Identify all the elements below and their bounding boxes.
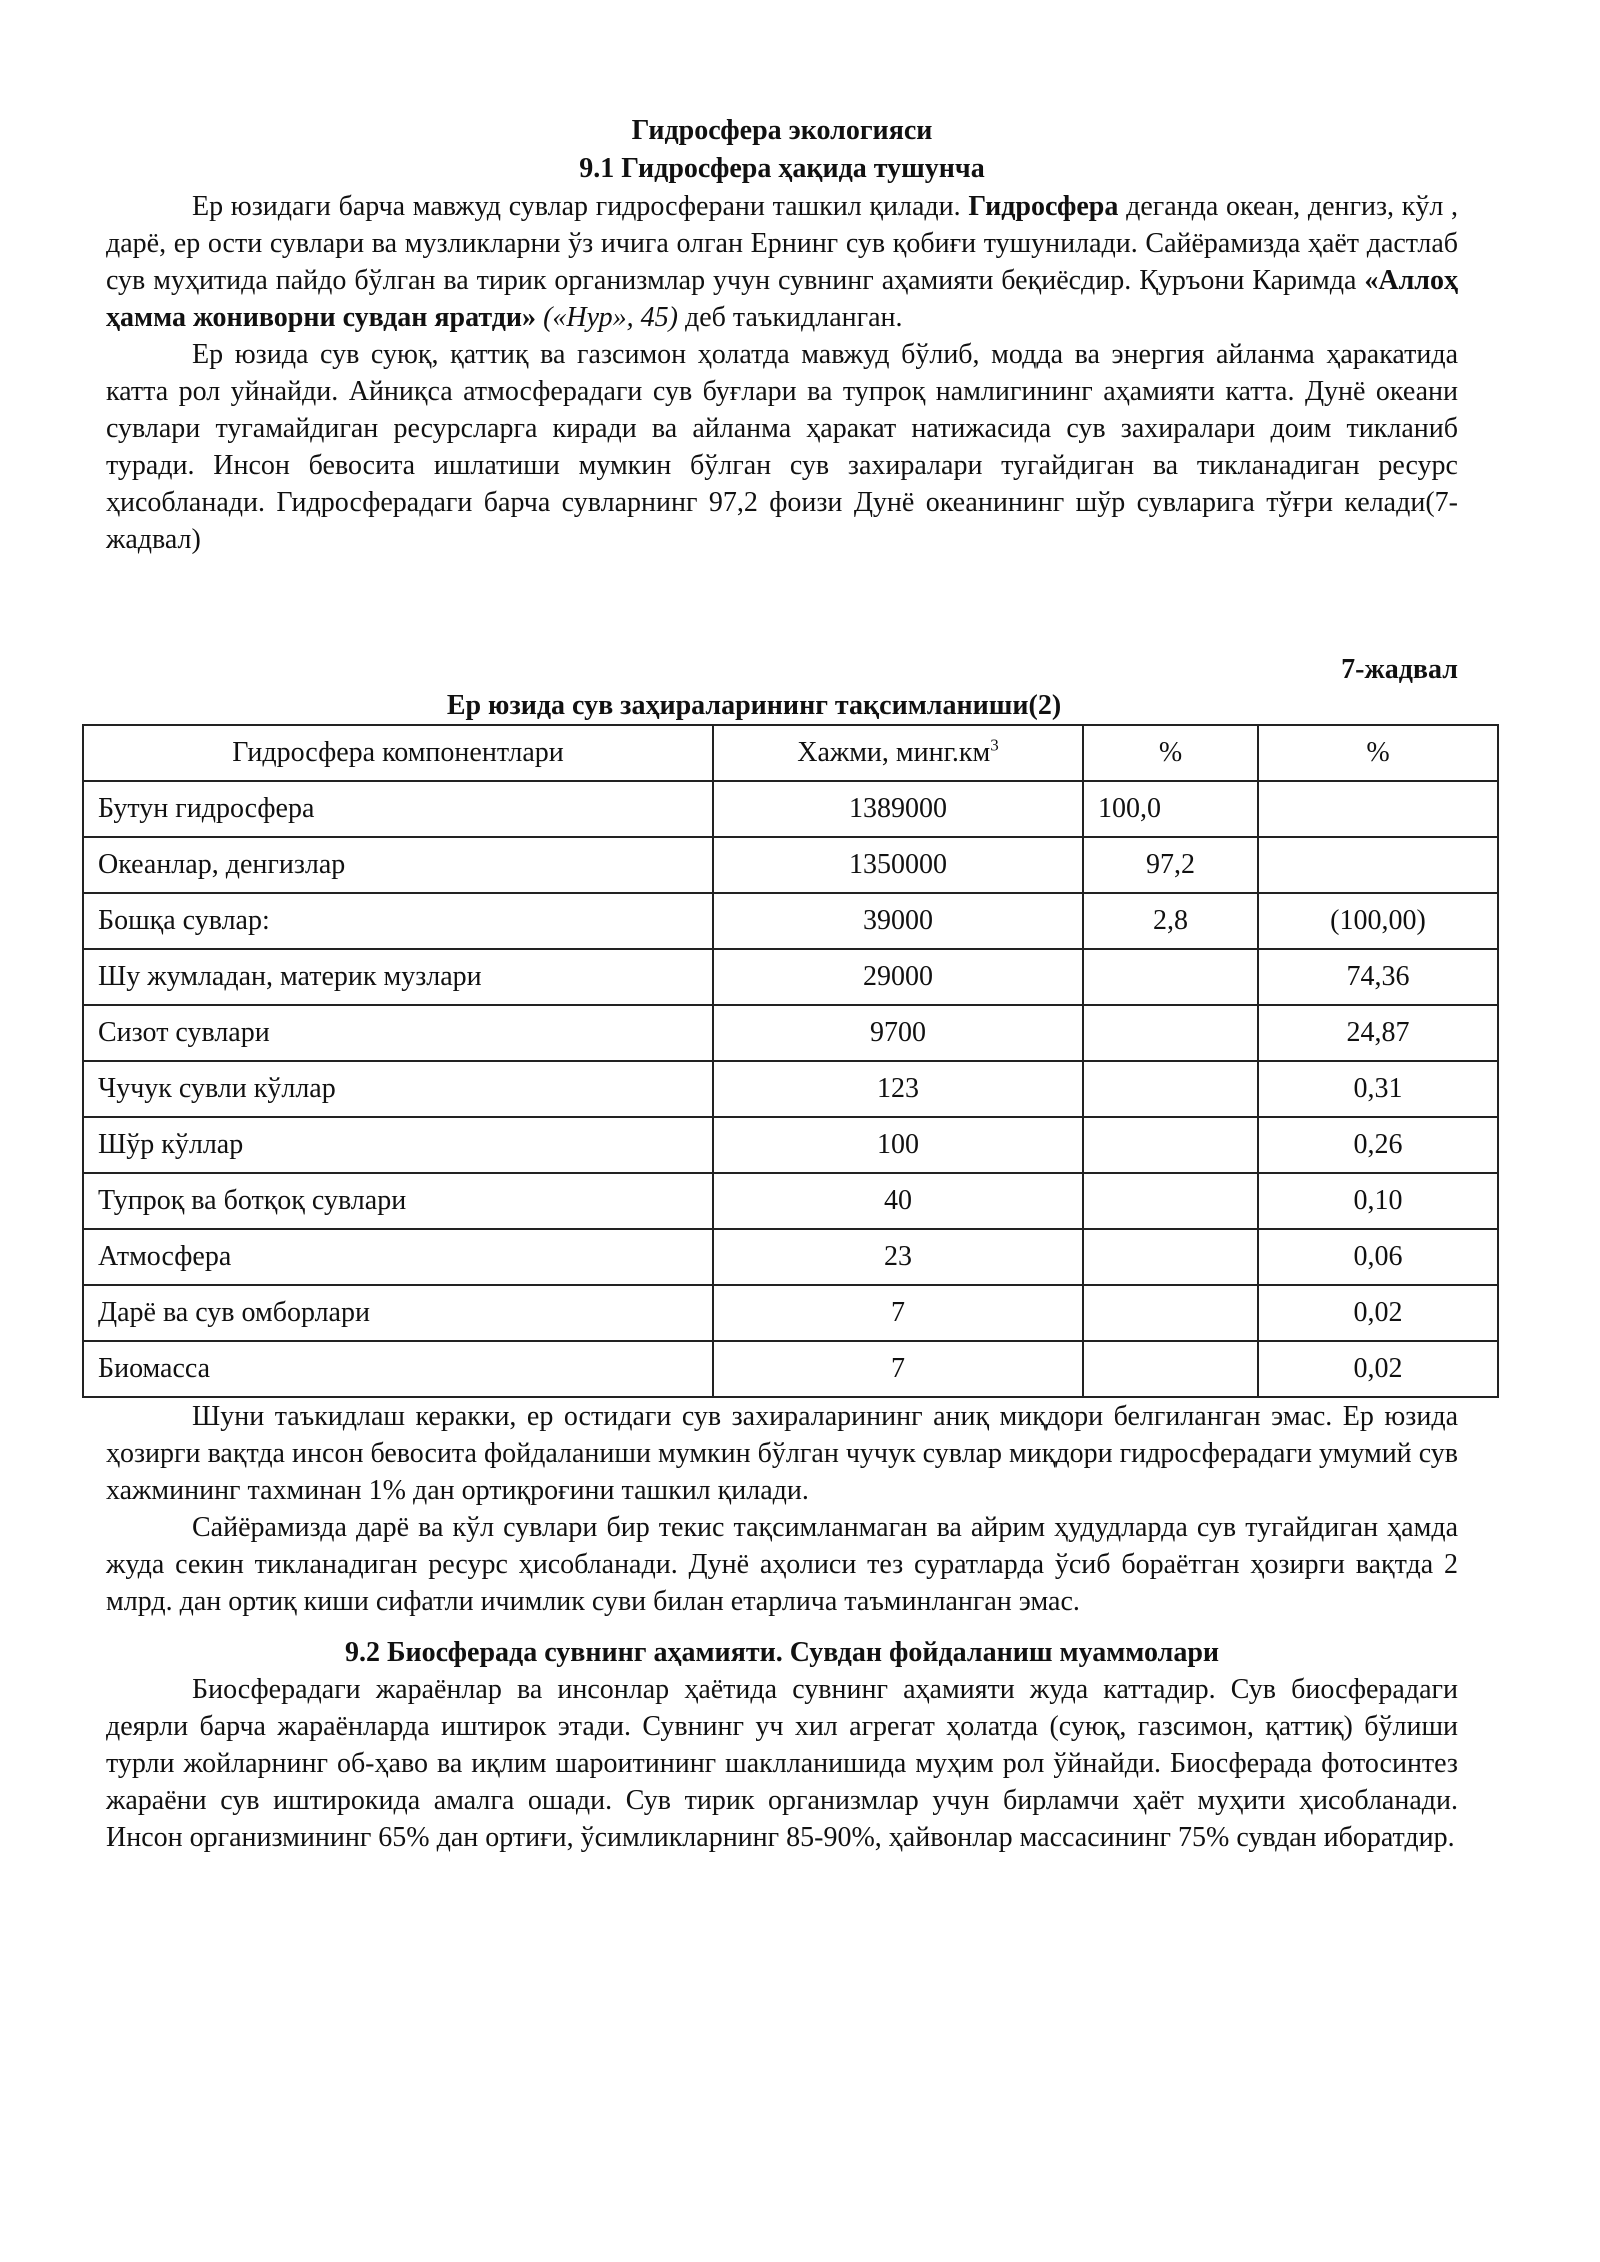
table-row [83, 1117, 1498, 1173]
cell-component: Океанлар, денгизлар [83, 837, 713, 893]
cell-component: Сизот сувлари [83, 1005, 713, 1061]
cell-percent-1: 100,0 [1083, 781, 1258, 837]
bold-term: Гидросфера [968, 191, 1119, 222]
paragraph-water-states: Ер юзида сув суюқ, қаттиқ ва газсимон ҳолатда мавжуд бўлиб, модда ва энергия айланма ҳаракатида катта рол уйнайди. Айниқса атмосферадаги сув буғлари ва тупроқ намлигининг аҳамияти катта. Дунё океани сувлари тугамайдиган ресурсларга киради ва айланма ҳаракат натижасида сув захиралари доим тикланиб туради. Инсон бевосита ишлатиши мумкин бўлган сув захиралари тугайдиган ва тикланадиган ресурс ҳисобланади. Гидросферадаги барча сувларнинг 97,2 фоизи Дунё океанининг шўр сувларига тўғри келади(7-жадвал) [106, 339, 1458, 555]
document-title: Гидросфера экологияси [631, 115, 933, 146]
cell-component: Шу жумладан, материк музлари [83, 949, 713, 1005]
cell-percent-2: 0,10 [1258, 1173, 1498, 1229]
paragraph-water-distribution: Сайёрамизда дарё ва кўл сувлари бир текис тақсимланмаган ва айрим ҳудудларда сув тугайдиган ҳамда жуда секин тикланадиган ресурс ҳисобланади. Дунё аҳолиси тез суратларда ўсиб бораётган ҳозирги вақтда 2 млрд. дан ортиқ киши сифатли ичимлик суви билан етарлича таъминланган эмас. [106, 1512, 1458, 1617]
quote-text: «Аллоҳ ҳамма жониворни сувдан яратди» [106, 265, 1458, 333]
cell-component: Атмосфера [83, 1229, 713, 1285]
cell-percent-2 [1258, 837, 1498, 893]
cell-percent-1 [1083, 1173, 1258, 1229]
cell-percent-2: (100,00) [1258, 893, 1498, 949]
header-percent-2: % [1258, 725, 1498, 781]
cell-volume: 1389000 [713, 781, 1083, 837]
cell-percent-1 [1083, 1005, 1258, 1061]
table-row [83, 1229, 1498, 1285]
table-title: Ер юзида сув заҳираларининг тақсимланиши(2) [446, 690, 1062, 721]
table-row [83, 1061, 1498, 1117]
cell-volume: 1350000 [713, 837, 1083, 893]
cell-percent-1 [1083, 1341, 1258, 1397]
cell-percent-2: 0,26 [1258, 1117, 1498, 1173]
table-row [83, 1285, 1498, 1341]
paragraph-hydrosphere-definition [106, 188, 1458, 336]
cell-volume: 100 [713, 1117, 1083, 1173]
cell-volume: 23 [713, 1229, 1083, 1285]
paragraph-water-importance: Биосферадаги жараёнлар ва инсонлар ҳаётида сувнинг аҳамияти жуда каттадир. Сув биосферадаги деярли барча жараёнларда иштирок этади. Сувнинг уч хил агрегат ҳолатда (суюқ, газсимон, қаттиқ) бўлиши турли жойларнинг об-ҳаво ва иқлим шароитининг шаклланишида муҳим рол ўйнайди. Биосферада фотосинтез жараёни сув иштирокида амалга ошади. Сув тирик организмлар учун бирламчи ҳаёт муҳити ҳисобланади. Инсон организмининг 65% дан ортиғи, ўсимликларнинг 85-90%, ҳайвонлар массасининг 75% сувдан иборатдир. [106, 1674, 1458, 1853]
cell-component: Дарё ва сув омборлари [83, 1285, 713, 1341]
cell-component: Биомасса [83, 1341, 713, 1397]
section-title-9-1: 9.1 Гидросфера ҳақида тушунча [579, 153, 985, 184]
cell-component: Бошқа сувлар: [83, 893, 713, 949]
cell-component: Бутун гидросфера [83, 781, 713, 837]
cell-percent-2: 0,31 [1258, 1061, 1498, 1117]
paragraph-text: деб таъкидланган. [678, 302, 903, 333]
table-number-label: 7-жадвал [1341, 654, 1458, 685]
cell-component: Чучук сувли кўллар [83, 1061, 713, 1117]
header-volume-superscript: 3 [990, 735, 999, 755]
cell-percent-2: 0,02 [1258, 1285, 1498, 1341]
cell-percent-1 [1083, 1061, 1258, 1117]
water-distribution-table [82, 724, 1499, 1398]
cell-volume: 39000 [713, 893, 1083, 949]
cell-percent-1: 97,2 [1083, 837, 1258, 893]
cell-volume: 9700 [713, 1005, 1083, 1061]
cell-percent-1: 2,8 [1083, 893, 1258, 949]
quote-reference: («Нур», 45) [543, 302, 678, 333]
paragraph-text: деганда океан, денгиз, кўл , дарё, ер ости сувлари ва музликларни ўз ичига олган Ернинг сув қобиғи тушунилади. Сайёрамизда ҳаёт дастлаб сув муҳитида пайдо бўлган ва тирик организмлар учун сувнинг аҳамияти беқиёсдир. Қуръони Каримда [106, 191, 1458, 296]
cell-percent-1 [1083, 1117, 1258, 1173]
table-row [83, 949, 1498, 1005]
cell-volume: 7 [713, 1341, 1083, 1397]
header-volume [713, 725, 1083, 781]
cell-volume: 40 [713, 1173, 1083, 1229]
cell-percent-2: 0,02 [1258, 1341, 1498, 1397]
cell-percent-1 [1083, 1229, 1258, 1285]
cell-component: Шўр кўллар [83, 1117, 713, 1173]
cell-percent-2: 24,87 [1258, 1005, 1498, 1061]
header-component: Гидросфера компонентлари [83, 725, 713, 781]
section-title-9-2: 9.2 Биосферада сувнинг аҳамияти. Сувдан фойдаланиш муаммолари [344, 1637, 1220, 1668]
cell-percent-1 [1083, 1285, 1258, 1341]
cell-volume: 7 [713, 1285, 1083, 1341]
cell-percent-2: 0,06 [1258, 1229, 1498, 1285]
paragraph-text: Ер юзидаги барча мавжуд сувлар гидросферани ташкил қилади. [192, 191, 969, 222]
paragraph-groundwater-note: Шуни таъкидлаш керакки, ер остидаги сув захираларининг аниқ миқдори белгиланган эмас. Ер юзида ҳозирги вақтда инсон бевосита фойдаланиши мумкин бўлган чучук сувлар миқдори гидросферадаги умумий сув хажмининг тахминан 1% дан ортиқроғини ташкил қилади. [106, 1401, 1458, 1506]
cell-volume: 29000 [713, 949, 1083, 1005]
cell-percent-1 [1083, 949, 1258, 1005]
table-row [83, 1173, 1498, 1229]
table-row [83, 837, 1498, 893]
document-page [98, 112, 1458, 1856]
table-header-row [83, 725, 1498, 781]
table-row [83, 1341, 1498, 1397]
cell-component: Тупроқ ва ботқоқ сувлари [83, 1173, 713, 1229]
cell-percent-2 [1258, 781, 1498, 837]
header-percent-1: % [1083, 725, 1258, 781]
table-row [83, 893, 1498, 949]
header-volume-text: Хажми, минг.км [797, 737, 991, 768]
table-row [83, 1005, 1498, 1061]
cell-percent-2: 74,36 [1258, 949, 1498, 1005]
cell-volume: 123 [713, 1061, 1083, 1117]
table-row [83, 781, 1498, 837]
